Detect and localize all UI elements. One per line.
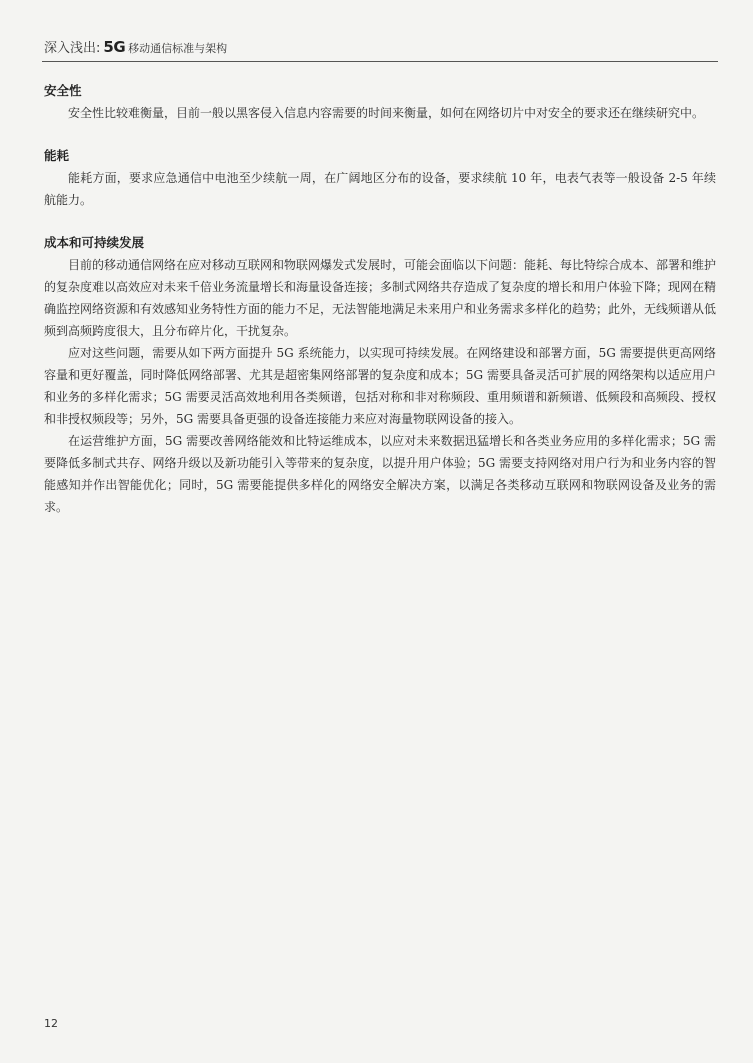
section-energy <box>44 145 716 211</box>
paragraph: 应对这些问题，需要从如下两方面提升 5G 系统能力，以实现可持续发展。在网络建设和部署方面，5G 需要提供更高网络容量和更好覆盖，同时降低网络部署、尤其是超密集网络部署的复杂度和成本；5G 需要具备灵活可扩展的网络架构以适应用户和业务的多样化需求；5G 需要灵活高效地利用各类频谱，包括对称和非对称频段、重用频谱和新频谱、低频段和高频段、授权和非授权频段等；另外，5G 需要具备更强的设备连接能力来应对海量物联网设备的接入。 <box>44 346 716 426</box>
section-title: 安全性 <box>44 83 82 98</box>
header-book-title: 移动通信标准与架构 <box>128 42 228 55</box>
running-header <box>44 37 718 59</box>
paragraph: 目前的移动通信网络在应对移动互联网和物联网爆发式发展时，可能会面临以下问题：能耗、每比特综合成本、部署和维护的复杂度难以高效应对未来千倍业务流量增长和海量设备连接；多制式网络共存造成了复杂度的增长和用户体验下降；现网在精确监控网络资源和有效感知业务特性方面的能力不足，无法智能地满足未来用户和业务需求多样化的趋势；此外，无线频谱从低频到高频跨度很大，且分布碎片化，干扰复杂。 <box>44 258 717 338</box>
section-title: 能耗 <box>44 148 70 163</box>
paragraph: 能耗方面，要求应急通信中电池至少续航一周，在广阔地区分布的设备，要求续航 10 年，电表气表等一般设备 2-5 年续航能力。 <box>44 171 716 207</box>
paragraph: 在运营维护方面，5G 需要改善网络能效和比特运维成本，以应对未来数据迅猛增长和各类业务应用的多样化需求；5G 需要降低多制式共存、网络升级以及新功能引入等带来的复杂度，以提升用户体验；5G 需要支持网络对用户行为和业务内容的智能感知并作出智能优化；同时，5G 需要能提供多样化的网络安全解决方案，以满足各类移动互联网和物联网设备及业务的需求。 <box>44 434 716 514</box>
section-cost-sustainability <box>44 232 716 518</box>
section-security <box>44 80 716 124</box>
section-title: 成本和可持续发展 <box>44 235 145 250</box>
paragraph: 安全性比较难衡量，目前一般以黑客侵入信息内容需要的时间来衡量，如何在网络切片中对安全的要求还在继续研究中。 <box>68 106 705 120</box>
main-content <box>44 80 716 518</box>
page-number: 12 <box>44 1017 58 1030</box>
header-rule <box>42 61 718 62</box>
header-5g-logo: 5G <box>103 38 126 56</box>
header-prefix: 深入浅出: <box>44 41 101 56</box>
